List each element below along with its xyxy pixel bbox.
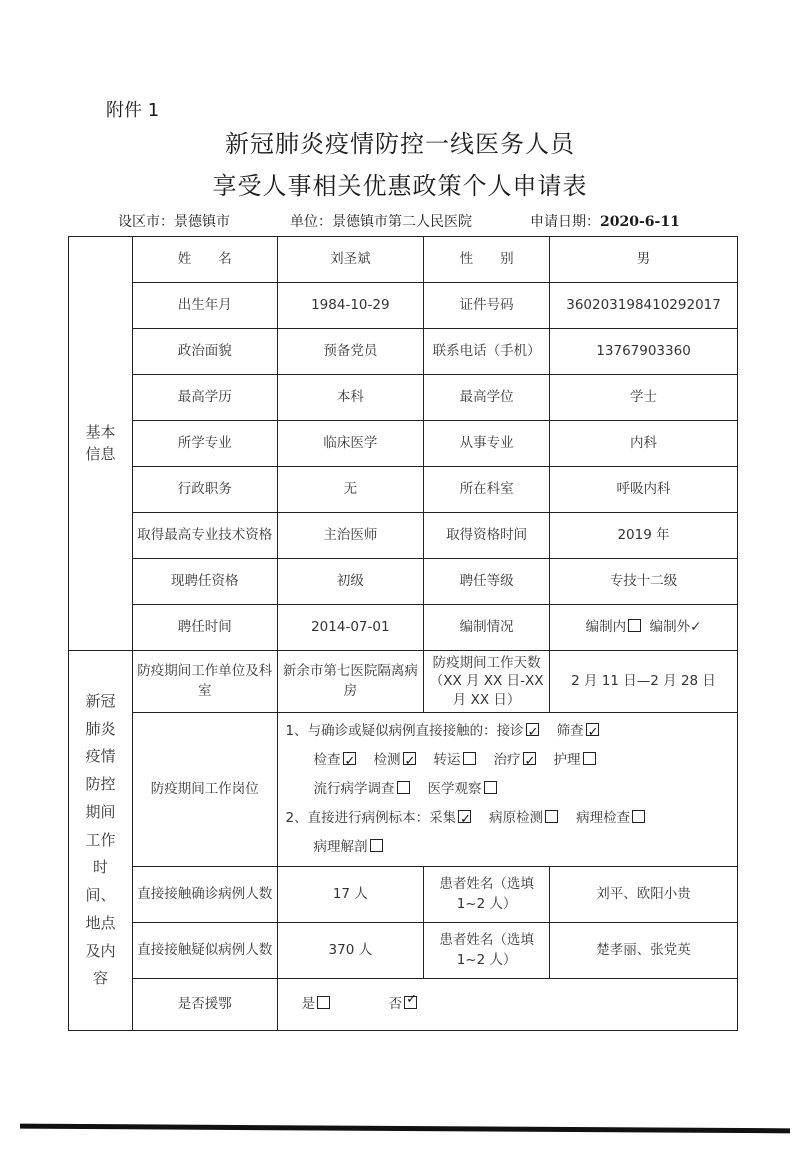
- political-label: 政治面貌: [133, 329, 278, 375]
- confirmed-names-label: 患者姓名（选填 1~2 人）: [424, 867, 550, 923]
- qualification-time-label: 取得资格时间: [424, 513, 550, 559]
- suspected-count-label: 直接接触疑似病例人数: [133, 923, 278, 979]
- hire-level-label: 聘任等级: [424, 559, 550, 605]
- phone-value: 13767903360: [550, 329, 738, 375]
- major-value: 临床医学: [277, 421, 424, 467]
- meta-date: [530, 211, 680, 231]
- post-option: [428, 781, 497, 797]
- post-option: [489, 810, 558, 826]
- education-value: 本科: [277, 375, 424, 421]
- id-label: 证件号码: [424, 283, 550, 329]
- degree-value: 学士: [550, 375, 738, 421]
- name-label: 姓 名: [133, 237, 278, 283]
- gender-label: 性 别: [424, 237, 550, 283]
- political-value: 预备党员: [277, 329, 424, 375]
- post-option-checkbox[interactable]: [586, 723, 599, 736]
- post-option-label: 病理解剖: [313, 839, 368, 855]
- post-option-label: 检查: [313, 752, 341, 768]
- aid-hubei-label: 是否援鄂: [133, 979, 278, 1031]
- post-line-4: [286, 804, 729, 833]
- post-option-checkbox[interactable]: [484, 781, 497, 794]
- aid-hubei-yes-label: 是: [301, 995, 316, 1012]
- post-option-label: 医学观察: [427, 781, 482, 797]
- post-option-label: 流行病学调查: [313, 781, 395, 797]
- attachment-label: 附件 1: [106, 100, 160, 121]
- post-line-5: [286, 833, 729, 862]
- post-option: [374, 752, 416, 768]
- staff-out-label: 编制外: [649, 618, 691, 635]
- post-option-checkbox[interactable]: [632, 810, 645, 823]
- post-specimen-prefix: 2、直接进行病例标本：: [285, 810, 430, 826]
- covid-days-label: 防疫期间工作天数（XX 月 XX 日-XX 月 XX 日）: [424, 651, 550, 713]
- post-line-2: [286, 746, 729, 775]
- birth-label: 出生年月: [133, 283, 278, 329]
- post-option-checkbox[interactable]: [343, 752, 356, 765]
- suspected-names-value: 楚孝丽、张党英: [550, 923, 738, 979]
- covid-post-label: 防疫期间工作岗位: [133, 713, 278, 867]
- post-option: [554, 752, 596, 768]
- gender-value: 男: [550, 237, 738, 283]
- confirmed-count-value: 17 人: [277, 867, 424, 923]
- post-option-checkbox[interactable]: [458, 810, 471, 823]
- staff-status-label: 编制情况: [424, 605, 550, 651]
- meta-city: 设区市：景德镇市: [118, 214, 230, 230]
- aid-hubei-no-checkbox[interactable]: [404, 996, 417, 1009]
- post-option: [494, 752, 536, 768]
- post-option-label: 检测: [373, 752, 401, 768]
- covid-work-group-label: 新冠肺炎疫情防控期间工作时间、地点及内容: [69, 651, 133, 1031]
- admin-post-value: 无: [277, 467, 424, 513]
- post-option-label: 转运: [433, 752, 461, 768]
- confirmed-count-label: 直接接触确诊病例人数: [133, 867, 278, 923]
- meta-unit: 单位：景德镇市第二人民医院: [290, 214, 472, 230]
- post-option: [314, 839, 383, 855]
- post-option: [434, 752, 476, 768]
- staff-in-checkbox[interactable]: [628, 619, 641, 632]
- post-option: [314, 752, 356, 768]
- confirmed-names-value: 刘平、欧阳小贵: [550, 867, 738, 923]
- post-option-label: 治疗: [493, 752, 521, 768]
- work-major-label: 从事专业: [424, 421, 550, 467]
- post-option: [314, 781, 410, 797]
- department-value: 呼吸内科: [550, 467, 738, 513]
- post-option-label: 病理检查: [576, 810, 631, 826]
- post-option: [557, 723, 599, 739]
- post-option-checkbox[interactable]: [403, 752, 416, 765]
- scan-edge-line: [20, 1124, 790, 1134]
- birth-value: 1984-10-29: [277, 283, 424, 329]
- post-option-checkbox[interactable]: [370, 839, 383, 852]
- aid-hubei-options: [277, 979, 737, 1031]
- post-option-checkbox[interactable]: [545, 810, 558, 823]
- name-value: 刘圣斌: [277, 237, 424, 283]
- post-option-label: 筛查: [556, 723, 584, 739]
- post-line-1: [286, 717, 729, 746]
- education-label: 最高学历: [133, 375, 278, 421]
- covid-post-options: [277, 713, 737, 867]
- staff-in-label: 编制内: [585, 618, 627, 635]
- post-option-label: 采集: [429, 810, 457, 826]
- basic-info-group-label: 基本信息: [69, 237, 133, 651]
- hire-time-value: 2014-07-01: [277, 605, 424, 651]
- aid-hubei-no-label: 否: [388, 995, 403, 1012]
- post-line-3: [286, 775, 729, 804]
- department-label: 所在科室: [424, 467, 550, 513]
- admin-post-label: 行政职务: [133, 467, 278, 513]
- post-option-checkbox[interactable]: [463, 752, 476, 765]
- aid-hubei-yes-checkbox[interactable]: [317, 996, 330, 1009]
- covid-unit-label: 防疫期间工作单位及科室: [133, 651, 278, 713]
- post-direct-contact-prefix: 1、与确诊或疑似病例直接接触的：: [285, 723, 497, 739]
- staff-status-value: [550, 605, 738, 651]
- post-option-checkbox[interactable]: [583, 752, 596, 765]
- suspected-count-value: 370 人: [277, 923, 424, 979]
- post-option-label: 病原检测: [489, 810, 544, 826]
- post-option-checkbox[interactable]: [526, 723, 539, 736]
- work-major-value: 内科: [550, 421, 738, 467]
- meta-date-value: 2020-6-11: [600, 214, 680, 230]
- post-option-label: 护理: [553, 752, 581, 768]
- qualification-time-value: 2019 年: [550, 513, 738, 559]
- major-label: 所学专业: [133, 421, 278, 467]
- application-table: [68, 236, 738, 1031]
- post-option-checkbox[interactable]: [523, 752, 536, 765]
- staff-out-checkmark[interactable]: ✓: [690, 618, 702, 635]
- phone-label: 联系电话（手机）: [424, 329, 550, 375]
- form-title-line2: 享受人事相关优惠政策个人申请表: [212, 172, 588, 200]
- form-title-line1: 新冠肺炎疫情防控一线医务人员: [225, 130, 575, 158]
- suspected-names-label: 患者姓名（选填 1~2 人）: [424, 923, 550, 979]
- post-option-label: 接诊: [496, 723, 524, 739]
- current-qualification-label: 现聘任资格: [133, 559, 278, 605]
- covid-days-value: 2 月 11 日—2 月 28 日: [550, 651, 738, 713]
- qualification-value: 主治医师: [277, 513, 424, 559]
- id-value: 360203198410292017: [550, 283, 738, 329]
- current-qualification-value: 初级: [277, 559, 424, 605]
- hire-time-label: 聘任时间: [133, 605, 278, 651]
- post-option-checkbox[interactable]: [397, 781, 410, 794]
- hire-level-value: 专技十二级: [550, 559, 738, 605]
- post-option: [576, 810, 645, 826]
- post-option: [429, 810, 471, 826]
- degree-label: 最高学位: [424, 375, 550, 421]
- post-option: [497, 723, 539, 739]
- covid-unit-value: 新余市第七医院隔离病房: [277, 651, 424, 713]
- qualification-label: 取得最高专业技术资格: [133, 513, 278, 559]
- meta-date-label: 申请日期：: [530, 214, 600, 230]
